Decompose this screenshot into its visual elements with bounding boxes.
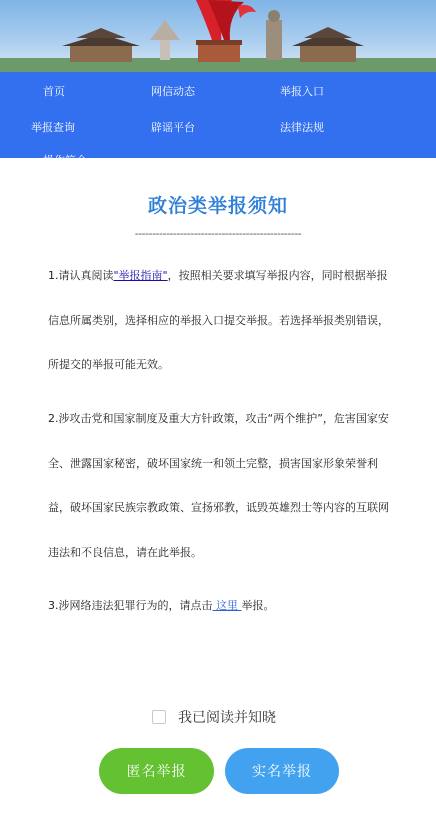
agree-row[interactable]	[152, 706, 276, 728]
report-guide-link[interactable]: "举报指南"	[113, 269, 168, 282]
main-nav	[0, 72, 436, 167]
anonymous-report-button[interactable]: 匿名举报	[99, 748, 214, 794]
notice-paragraph-2: 2.涉攻击党和国家制度及重大方针政策，攻击“两个维护”，危害国家安全、泄露国家秘密，破坏国家统一和领土完整，损害国家形象荣誉利益，破坏国家民族宗教政策、宣扬邪教，诋毁英雄烈士等内容的互联网违法和不良信息，请在此举报。	[48, 412, 389, 559]
nav-rumor-platform[interactable]: 辟谣平台	[151, 121, 195, 134]
nav-report-entry[interactable]: 举报入口	[280, 85, 324, 98]
city-landmarks-image	[0, 0, 436, 72]
p3-text-after: 举报。	[241, 599, 275, 612]
nav-home[interactable]: 首页	[43, 85, 65, 98]
nav-report-query[interactable]: 举报查询	[31, 121, 75, 134]
page-title: 政治类举报须知	[147, 195, 288, 217]
nav-guide[interactable]: 操作简介	[43, 154, 87, 167]
click-here-link[interactable]: 这里	[212, 599, 242, 612]
p1-text-after: ，按照相关要求填写举报内容，同时根据举报信息所属类别，选择相应的举报入口提交举报。若选择举报类别错误，所提交的举报可能无效。	[48, 269, 389, 371]
notice-paragraph-3	[48, 584, 392, 629]
p1-text-before: 1.请认真阅读	[48, 269, 114, 282]
agree-checkbox[interactable]	[152, 710, 166, 724]
notice-paragraph-1	[48, 254, 392, 388]
real-name-report-button[interactable]: 实名举报	[225, 748, 339, 794]
header-banner	[0, 0, 436, 72]
agree-label[interactable]: 我已阅读并知晓	[178, 710, 276, 726]
title-divider: ------------------------------------------------	[134, 227, 302, 240]
nav-news[interactable]: 网信动态	[151, 85, 195, 98]
p3-text-before: 3.涉网络违法犯罪行为的，请点击	[48, 599, 213, 612]
nav-laws[interactable]: 法律法规	[280, 121, 324, 134]
